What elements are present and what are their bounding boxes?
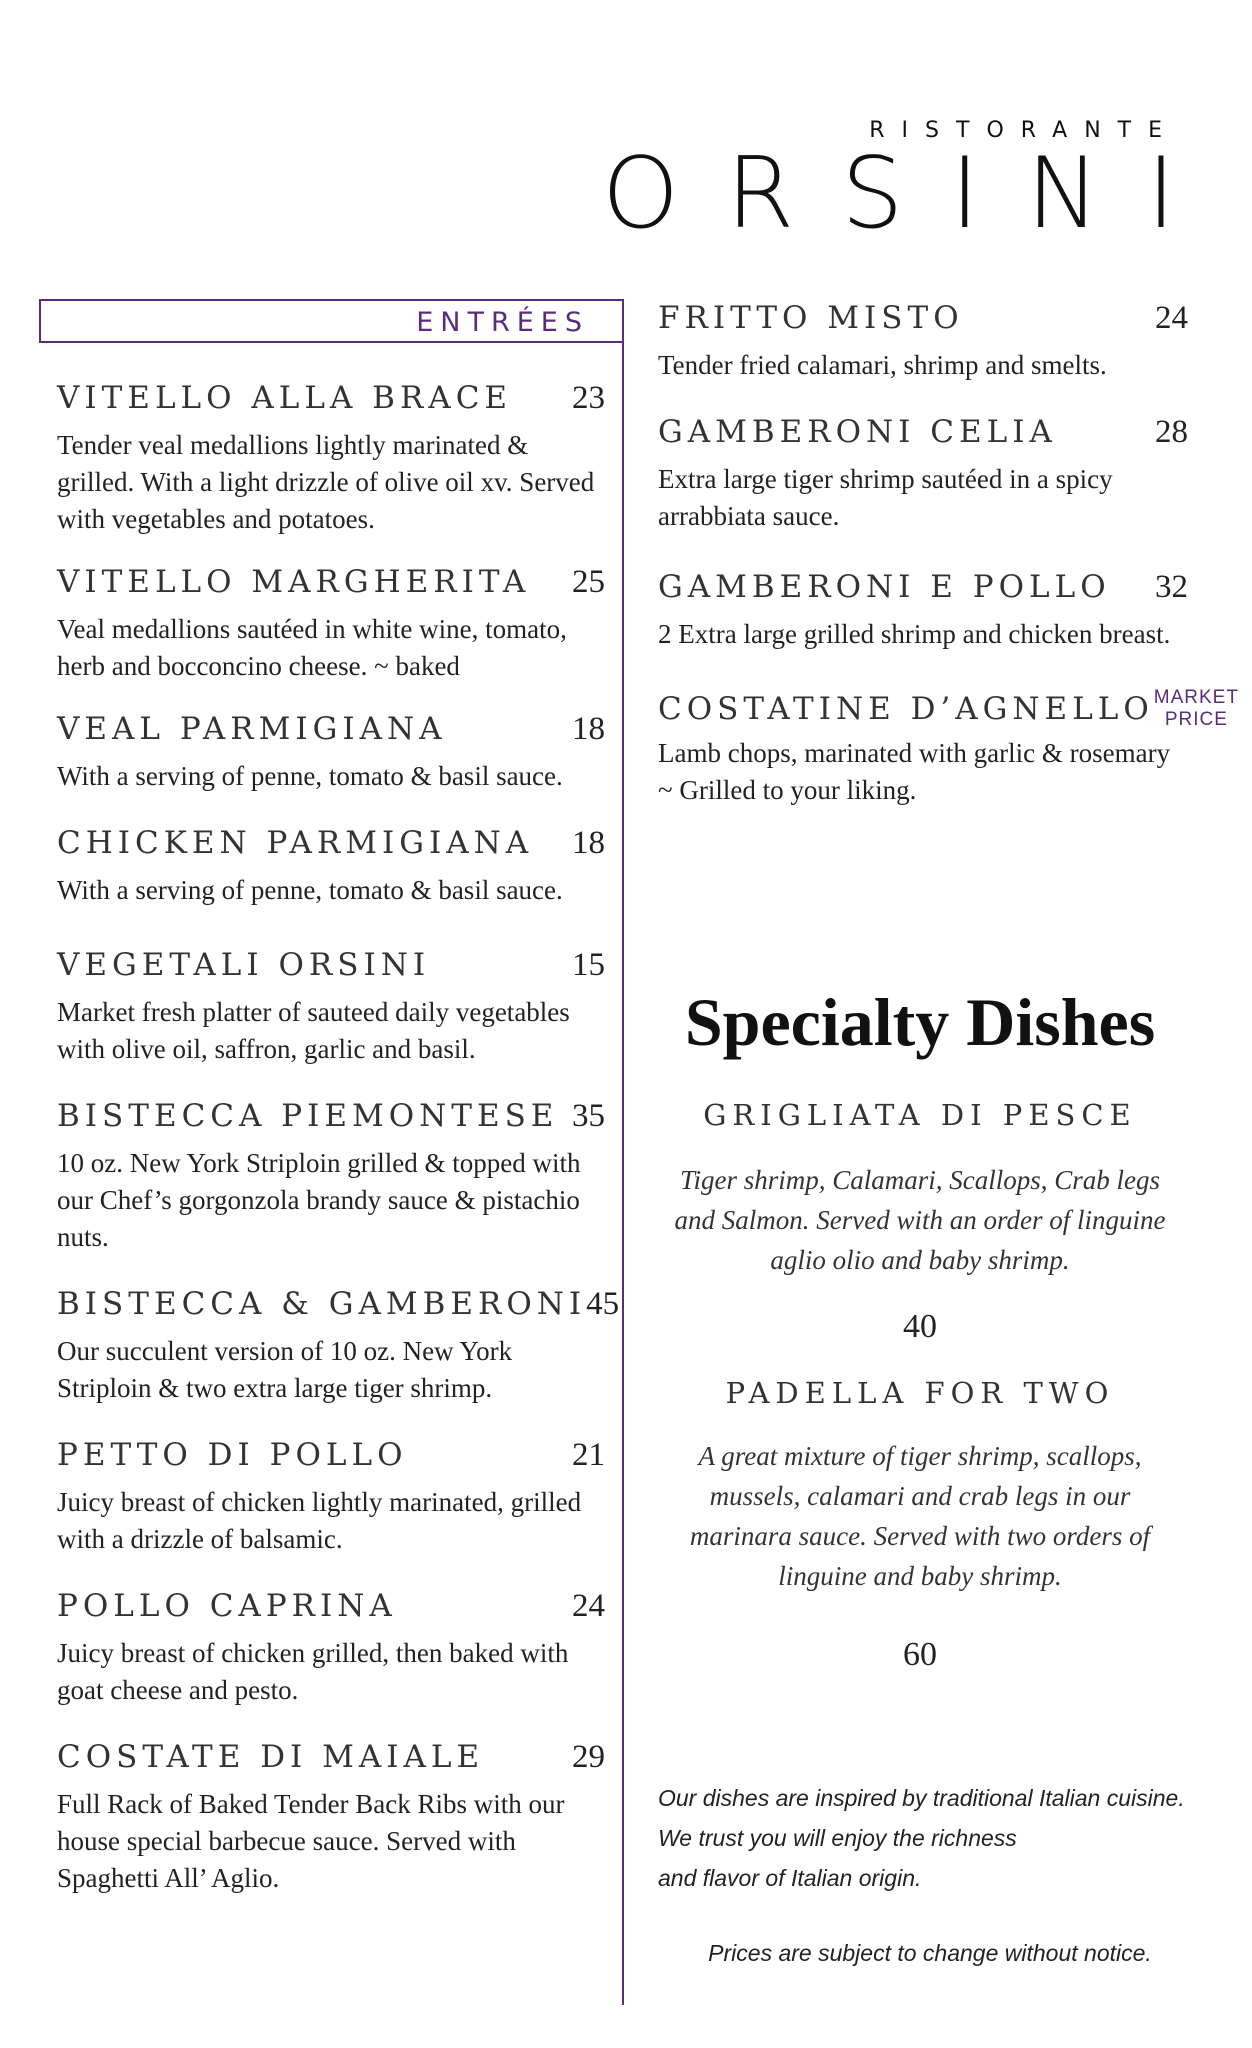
menu-item bbox=[57, 825, 605, 909]
item-price: 25 bbox=[572, 564, 605, 600]
menu-item bbox=[57, 1739, 605, 1897]
item-price: 18 bbox=[572, 711, 605, 747]
restaurant-brand bbox=[602, 118, 1223, 251]
menu-item bbox=[658, 687, 1239, 809]
item-name: BISTECCA & GAMBERONI bbox=[57, 1286, 587, 1322]
note-line: Our dishes are inspired by traditional Italian cuisine. bbox=[658, 1785, 1185, 1811]
specialty-title: Specialty Dishes bbox=[684, 984, 1156, 1060]
column-divider bbox=[622, 299, 624, 2005]
specialty-item bbox=[640, 1098, 1200, 1346]
item-name: POLLO CAPRINA bbox=[57, 1588, 397, 1624]
item-name: VEGETALI ORSINI bbox=[57, 947, 431, 983]
item-description: Extra large tiger shrimp sautéed in a spicy arrabbiata sauce. bbox=[658, 464, 1113, 531]
menu-item bbox=[57, 711, 605, 795]
item-price: 21 bbox=[572, 1437, 605, 1473]
specialty-item bbox=[640, 1376, 1200, 1674]
item-name: GAMBERONI CELIA bbox=[658, 414, 1057, 450]
market-price-line2: PRICE bbox=[1164, 709, 1228, 730]
note-line: We trust you will enjoy the richness bbox=[658, 1825, 1017, 1851]
item-description: Tender veal medallions lightly marinated & grilled. With a light drizzle of olive oil xv. Served with vegetables and potatoes. bbox=[57, 430, 595, 534]
item-price: 32 bbox=[1155, 569, 1188, 605]
entrees-title: ENTRÉES bbox=[416, 307, 589, 338]
item-price: 23 bbox=[572, 380, 605, 416]
menu-item bbox=[658, 569, 1188, 653]
item-description: 10 oz. New York Striploin grilled & topped with our Chef’s gorgonzola brandy sauce & pistachio nuts. bbox=[57, 1148, 581, 1252]
menu-item bbox=[658, 414, 1188, 535]
menu-item bbox=[57, 564, 605, 685]
entrees-list bbox=[57, 380, 620, 1897]
item-description: 2 Extra large grilled shrimp and chicken breast. bbox=[658, 619, 1171, 649]
item-description: Lamb chops, marinated with garlic & rosemary ~ Grilled to your liking. bbox=[658, 738, 1171, 805]
menu-item bbox=[57, 1286, 620, 1407]
menu-item bbox=[57, 1437, 605, 1558]
menu-item bbox=[57, 1588, 605, 1709]
menu-item bbox=[658, 300, 1188, 384]
item-name: COSTATE DI MAIALE bbox=[57, 1739, 485, 1775]
specialty-name: GRIGLIATA DI PESCE bbox=[703, 1097, 1137, 1132]
item-name: VITELLO ALLA BRACE bbox=[57, 380, 513, 416]
item-price: 18 bbox=[572, 825, 605, 861]
brand-name: ORSINI bbox=[602, 137, 1223, 251]
item-description: Juicy breast of chicken lightly marinated, grilled with a drizzle of balsamic. bbox=[57, 1487, 582, 1554]
specialty-description: Tiger shrimp, Calamari, Scallops, Crab legs and Salmon. Served with an order of linguine aglio olio and baby shrimp. bbox=[674, 1164, 1166, 1275]
item-name: CHICKEN PARMIGIANA bbox=[57, 825, 534, 861]
menu-item bbox=[57, 380, 605, 538]
specialty-price: 40 bbox=[903, 1307, 937, 1345]
item-name: VITELLO MARGHERITA bbox=[57, 564, 531, 600]
item-name: PETTO DI POLLO bbox=[57, 1437, 408, 1473]
item-price: 35 bbox=[572, 1098, 605, 1134]
item-description: With a serving of penne, tomato & basil sauce. bbox=[57, 761, 563, 791]
item-description: Full Rack of Baked Tender Back Ribs with our house special barbecue sauce. Served with Spaghetti All’ Aglio. bbox=[57, 1789, 565, 1893]
item-price: 28 bbox=[1155, 414, 1188, 450]
menu-item bbox=[57, 947, 605, 1068]
price-notice: Prices are subject to change without notice. bbox=[708, 1940, 1152, 1966]
item-price: 24 bbox=[1155, 300, 1188, 336]
market-price-label bbox=[1154, 687, 1239, 731]
specialty-description: A great mixture of tiger shrimp, scallops, mussels, calamari and crab legs in our marinara sauce. Served with two orders of linguine and baby shrimp. bbox=[689, 1440, 1151, 1591]
item-description: Veal medallions sautéed in white wine, tomato, herb and bocconcino cheese. ~ baked bbox=[57, 614, 567, 681]
item-name: FRITTO MISTO bbox=[658, 300, 964, 336]
item-name: GAMBERONI E POLLO bbox=[658, 569, 1111, 605]
note-line: and flavor of Italian origin. bbox=[658, 1865, 922, 1891]
specialty-price: 60 bbox=[903, 1635, 937, 1673]
item-description: With a serving of penne, tomato & basil sauce. bbox=[57, 875, 563, 905]
entrees-header-box bbox=[39, 299, 623, 343]
item-name: VEAL PARMIGIANA bbox=[57, 711, 447, 747]
item-description: Our succulent version of 10 oz. New York Striploin & two extra large tiger shrimp. bbox=[57, 1336, 513, 1403]
brand-subtitle: RISTORANTE bbox=[869, 118, 1179, 143]
item-name: COSTATINE D’AGNELLO bbox=[658, 691, 1154, 727]
item-price: 24 bbox=[572, 1588, 605, 1624]
item-description: Tender fried calamari, shrimp and smelts. bbox=[658, 350, 1107, 380]
seafood-list bbox=[658, 300, 1239, 809]
item-price: 15 bbox=[572, 947, 605, 983]
item-description: Market fresh platter of sauteed daily vegetables with olive oil, saffron, garlic and basil. bbox=[57, 997, 570, 1064]
item-name: BISTECCA PIEMONTESE bbox=[57, 1098, 559, 1134]
item-price: 45 bbox=[586, 1286, 620, 1322]
market-price-line1: MARKET bbox=[1153, 687, 1239, 708]
menu-item bbox=[57, 1098, 605, 1256]
item-description: Juicy breast of chicken grilled, then baked with goat cheese and pesto. bbox=[57, 1638, 569, 1705]
specialty-name: PADELLA FOR TWO bbox=[725, 1375, 1115, 1410]
specialty-section bbox=[640, 985, 1200, 1674]
item-price: 29 bbox=[572, 1739, 605, 1775]
cuisine-note bbox=[658, 1778, 1218, 1898]
